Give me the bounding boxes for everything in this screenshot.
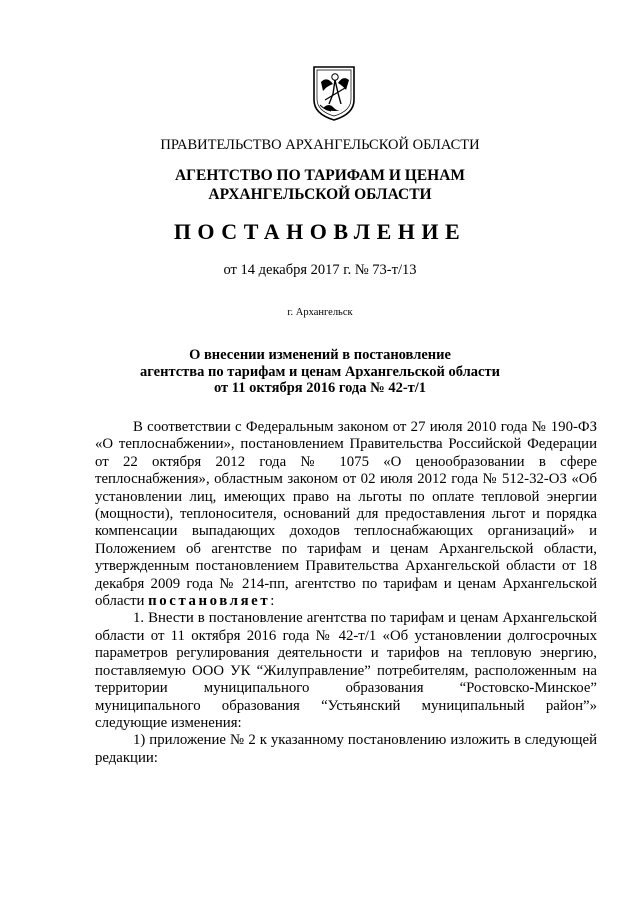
agency-name bbox=[0, 166, 640, 204]
arkhangelsk-coat-of-arms-icon bbox=[311, 64, 357, 122]
subject-line-2: агентства по тарифам и ценам Архангельской области bbox=[140, 363, 500, 380]
document-subject bbox=[0, 347, 640, 397]
document-date-number: от 14 декабря 2017 г. № 73-т/13 bbox=[223, 262, 417, 278]
agency-name-line-1: АГЕНТСТВО ПО ТАРИФАМ И ЦЕНАМ bbox=[174, 167, 466, 184]
document-body bbox=[95, 419, 597, 767]
paragraph-item-1: 1. Внести в постановление агентства по тарифам и ценам Архангельской области от 11 октября 2016 года № 42-т/1 «Об установлении долгосрочных параметров регулирования деятельности и тарифов на тепловую энергию, поставляемую ООО УК “Жилуправление” потребителям, расположенным на территории муниципального образования “Ростовско-Минское” муниципального образования “Устьянский муниципальный район”» следующие изменения: bbox=[95, 610, 597, 731]
preamble-end: : bbox=[270, 593, 275, 610]
subject-line-3: от 11 октября 2016 года № 42-т/1 bbox=[213, 380, 427, 396]
agency-name-line-2: АРХАНГЕЛЬСКОЙ ОБЛАСТИ bbox=[208, 186, 432, 203]
government-name: ПРАВИТЕЛЬСТВО АРХАНГЕЛЬСКОЙ ОБЛАСТИ bbox=[160, 137, 480, 153]
document-city: г. Архангельск bbox=[287, 307, 353, 318]
document-type: ПОСТАНОВЛЕНИЕ bbox=[173, 219, 467, 244]
paragraph-subitem-1: 1) приложение № 2 к указанному постановлению изложить в следующей редакции: bbox=[95, 732, 597, 766]
preamble-text: В соответствии с Федеральным законом от 27 июля 2010 года № 190-ФЗ «О теплоснабжении», постановлением Правительства Российской Федерации от 22 октября 2012 года № 1075 «О ценообразовании в сфере теплоснабжения», областным законом от 02 июля 2012 года № 512-32-ОЗ «Об установлении лиц, имеющих право на льготы по оплате тепловой энергии (мощности), теплоносителя, оснований для предоставления льгот и порядка компенсации выпадающих доходов теплоснабжающих организаций» и Положением об агентстве по тарифам и ценам Архангельской области, утвержденным постановлением Правительства Архангельской области от 18 декабря 2009 года № 214-пп, агентство по тарифам и ценам Архангельской области bbox=[95, 419, 597, 610]
paragraph-preamble bbox=[95, 419, 597, 610]
subject-line-1: О внесении изменений в постановление bbox=[189, 347, 451, 363]
decree-word: постановляет bbox=[148, 593, 271, 610]
